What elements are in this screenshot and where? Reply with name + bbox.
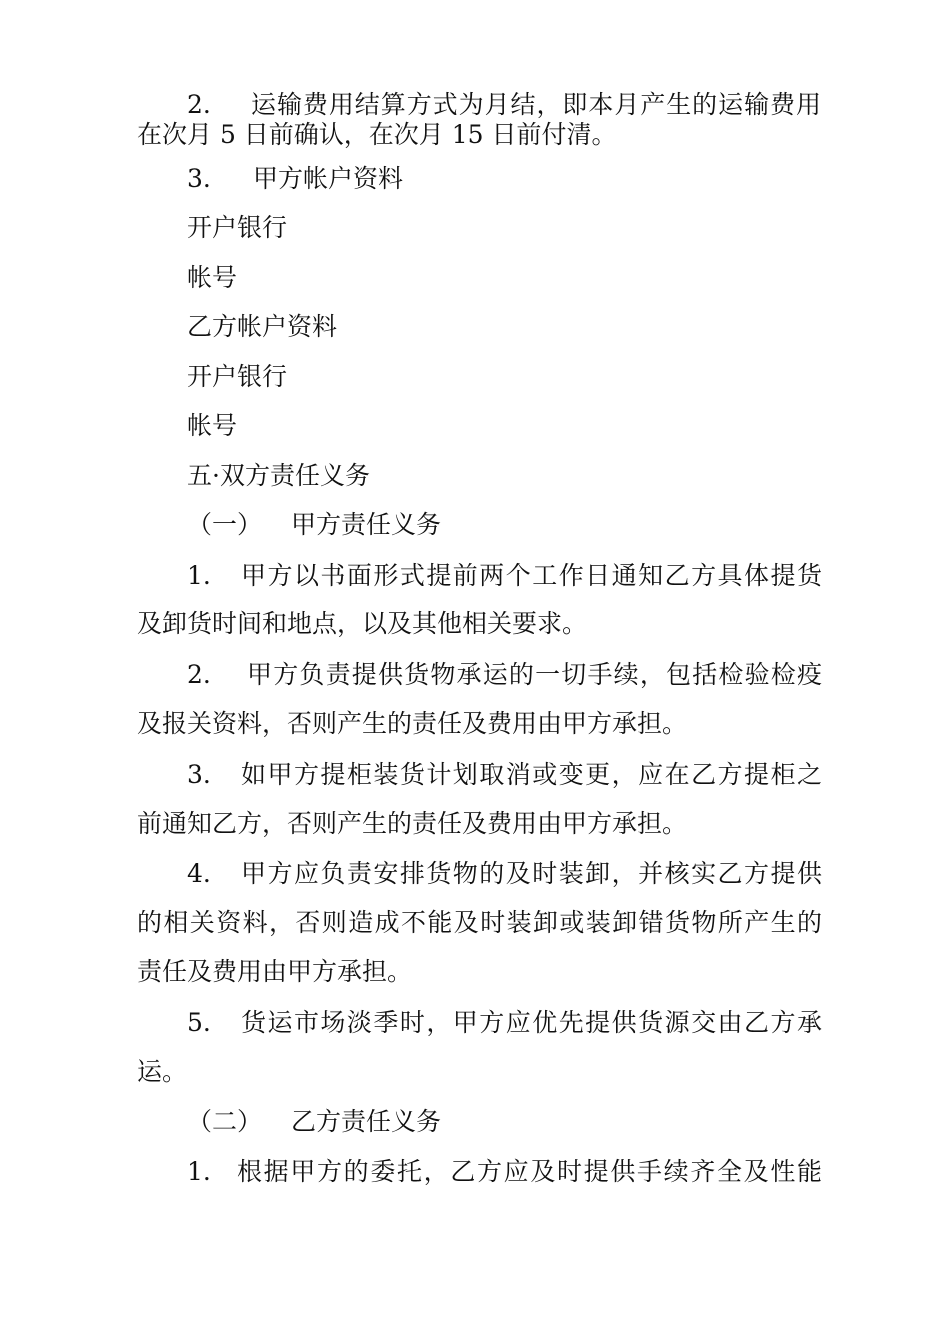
party-a-duty-1-continuation: 及卸货时间和地点，以及其他相关要求。 [137, 609, 588, 638]
party-b-bank-label: 开户银行 [187, 362, 288, 391]
party-a-duty-5 [187, 1008, 822, 1038]
item-number: 1. [187, 1157, 211, 1186]
party-b-account-label: 帐号 [187, 411, 238, 440]
item-text: 甲方负责提供货物承运的一切手续，包括检验检疫 [247, 660, 822, 689]
subsection-number: （二） [187, 1107, 263, 1136]
payment-item-3 [187, 164, 403, 194]
item-number: 1. [187, 561, 211, 590]
item-text: 如甲方提柜装货计划取消或变更，应在乙方提柜之 [241, 760, 822, 789]
party-a-bank-label: 开户银行 [187, 213, 288, 242]
party-a-duty-5-continuation: 运。 [137, 1057, 188, 1086]
item-text: 甲方以书面形式提前两个工作日通知乙方具体提货 [241, 561, 822, 590]
party-a-duty-3-continuation: 前通知乙方，否则产生的责任及费用由甲方承担。 [137, 809, 688, 838]
section-heading: 五·双方责任义务 [187, 461, 370, 490]
item-number: 4. [187, 859, 211, 888]
subsection-heading-b [187, 1107, 441, 1137]
item-text: 运输费用结算方式为月结，即本月产生的运输费用 [251, 90, 821, 119]
item-text: 根据甲方的委托，乙方应及时提供手续齐全及性能 [237, 1157, 822, 1186]
party-a-account-label: 帐号 [187, 263, 238, 292]
subsection-heading-a [187, 510, 441, 540]
item-number: 3. [187, 760, 211, 789]
subsection-title: 乙方责任义务 [291, 1107, 442, 1136]
payment-item-2 [187, 90, 822, 120]
party-a-duty-4 [187, 859, 822, 889]
item-text: 货运市场淡季时，甲方应优先提供货源交由乙方承 [241, 1008, 822, 1037]
party-a-duty-2-continuation: 及报关资料，否则产生的责任及费用由甲方承担。 [137, 709, 688, 738]
item-number: 2. [187, 90, 211, 119]
party-a-duty-4-continuation-2: 责任及费用由甲方承担。 [137, 957, 413, 986]
party-b-account-title: 乙方帐户资料 [187, 312, 338, 341]
party-b-duty-1 [187, 1157, 822, 1187]
item-number: 5. [187, 1008, 211, 1037]
subsection-title: 甲方责任义务 [291, 510, 442, 539]
subsection-number: （一） [187, 510, 263, 539]
item-number: 3. [187, 164, 211, 193]
party-a-duty-3 [187, 760, 822, 790]
item-text: 甲方帐户资料 [253, 164, 404, 193]
party-a-duty-4-continuation: 的相关资料，否则造成不能及时装卸或装卸错货物所产生的 [137, 908, 822, 937]
party-a-duty-1 [187, 561, 822, 591]
party-a-duty-2 [187, 660, 822, 690]
item-number: 2. [187, 660, 211, 689]
item-text: 甲方应负责安排货物的及时装卸，并核实乙方提供 [241, 859, 822, 888]
payment-item-2-continuation: 在次月 5 日前确认，在次月 15 日前付清。 [137, 120, 617, 149]
